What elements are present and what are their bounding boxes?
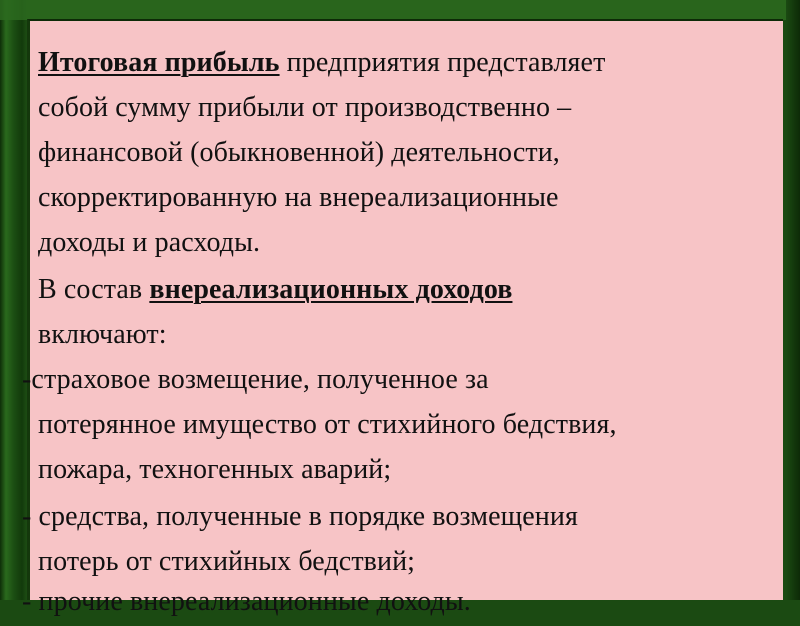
right-border-strip xyxy=(786,0,800,600)
text-panel xyxy=(22,19,783,617)
item2-line1: - средства, полученные в порядке возмещения xyxy=(22,501,578,532)
top-border-strip xyxy=(0,0,800,20)
item2-line2: потерь от стихийных бедствий; xyxy=(38,546,416,577)
item1-line1: -страховое возмещение, полученное за xyxy=(22,364,489,395)
para1-line2: собой сумму прибыли от производственно – xyxy=(38,92,572,123)
para1-line4: скорректированную на внереализационные xyxy=(38,182,559,213)
para2-lead: В состав xyxy=(38,274,150,305)
term-vnerealizatsionnye-dokhody: внереализационных доходов xyxy=(149,274,513,305)
para1-line5: доходы и расходы. xyxy=(38,227,261,258)
item1-line3: пожара, техногенных аварий; xyxy=(38,454,392,485)
para2-line1 xyxy=(38,266,512,314)
para1-line1-rest: предприятия представляет xyxy=(279,47,606,78)
item3-line1: - прочие внереализационные доходы. xyxy=(22,586,471,617)
para2-line2: включают: xyxy=(38,319,167,350)
term-itogovaya-pribyl: Итоговая прибыль xyxy=(38,47,280,78)
para1-line1 xyxy=(38,39,605,87)
item1-line2: потерянное имущество от стихийного бедствия, xyxy=(38,409,617,440)
para1-line3: финансовой (обыкновенной) деятельности, xyxy=(38,137,560,168)
